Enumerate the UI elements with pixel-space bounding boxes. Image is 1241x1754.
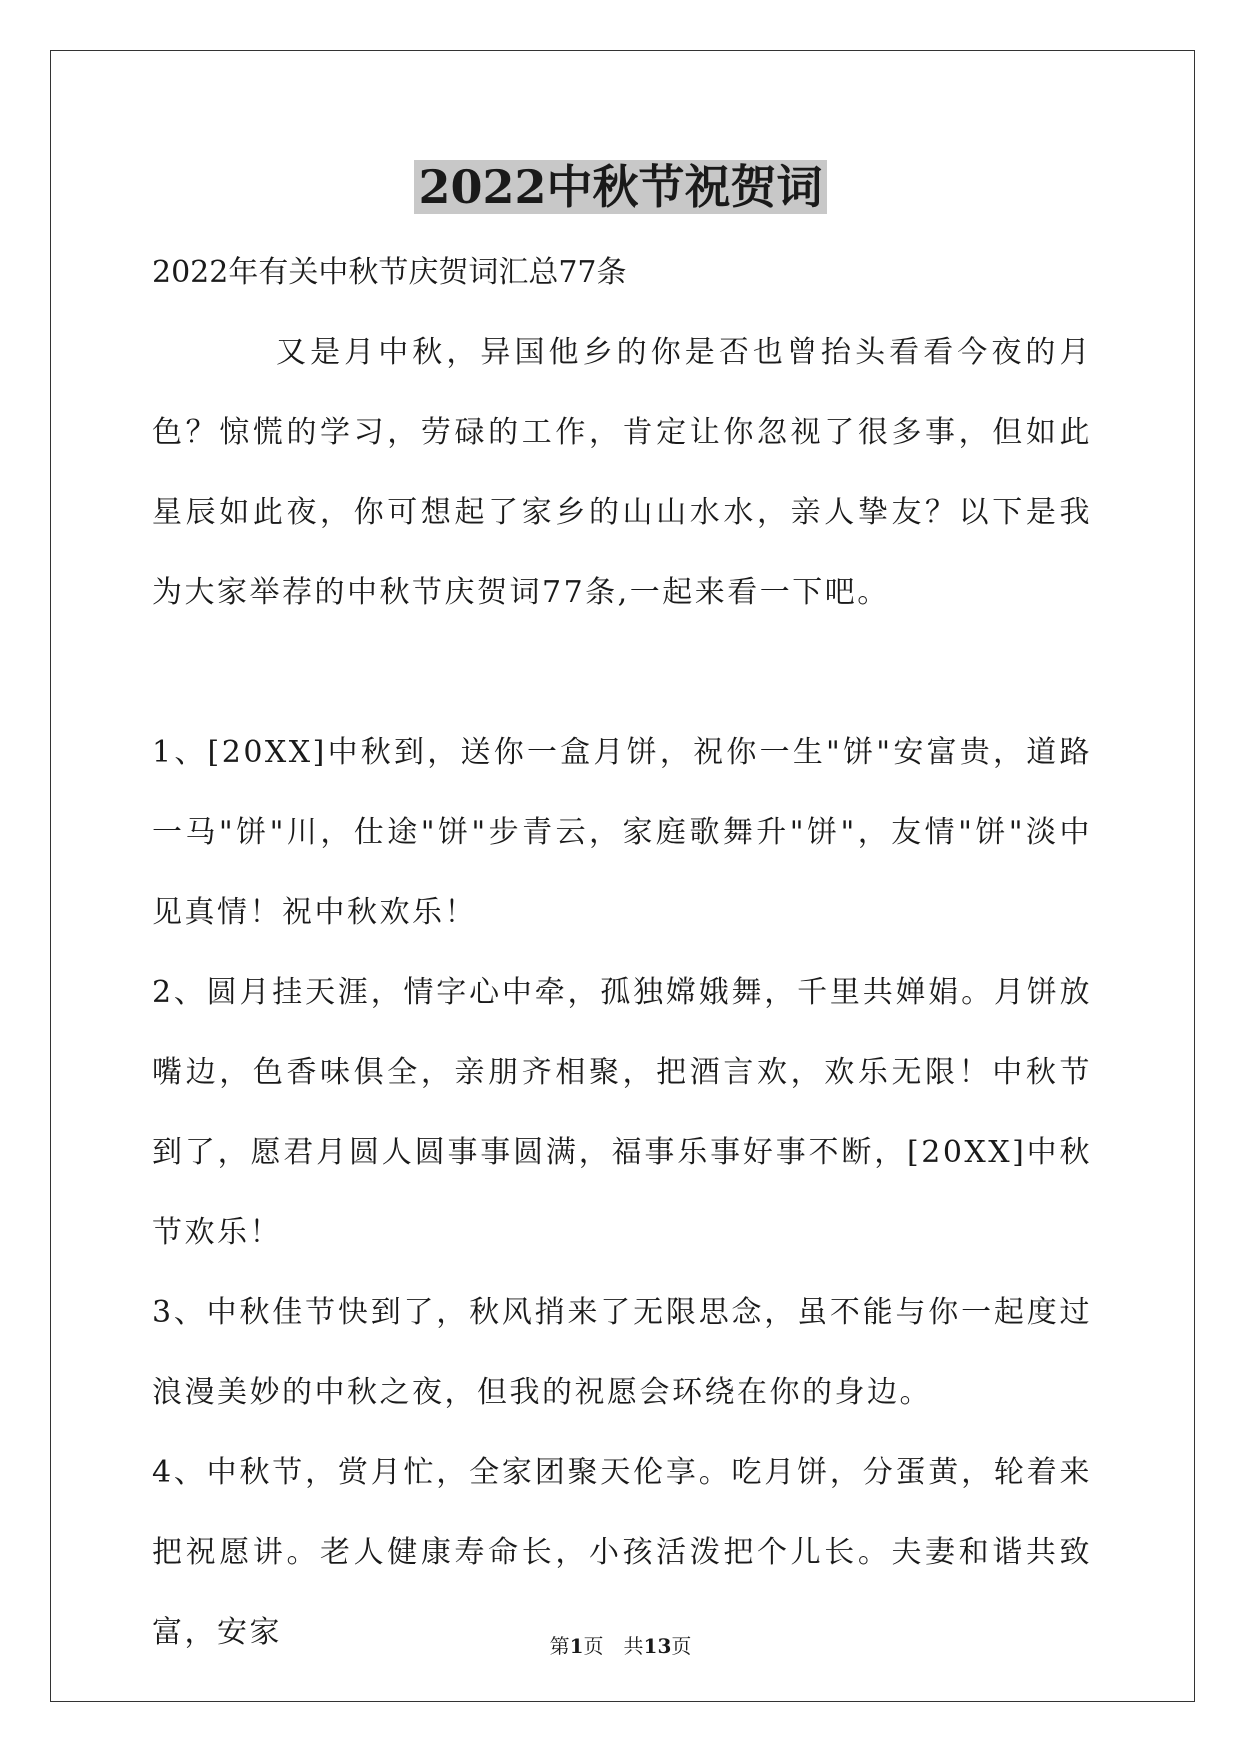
paragraph-spacer xyxy=(152,633,1092,713)
page-total: 13 xyxy=(643,1634,672,1658)
list-item-4: 4、中秋节，赏月忙，全家团聚天伦享。吃月饼，分蛋黄，轮着来把祝愿讲。老人健康寿命长，小孩活泼把个儿长。夫妻和谐共致富，安家 xyxy=(152,1455,1092,1650)
document-title xyxy=(0,155,1241,219)
page-mid: 页 共 xyxy=(583,1634,644,1658)
document-subtitle: 2022年有关中秋节庆贺词汇总77条 xyxy=(152,255,627,290)
intro-paragraph: 又是月中秋，异国他乡的你是否也曾抬头看看今夜的月色？惊慌的学习，劳碌的工作，肯定让你忽视了很多事，但如此星辰如此夜，你可想起了家乡的山山水水，亲人挚友？以下是我为大家举荐的中秋节庆贺词77条,一起来看一下吧。 xyxy=(152,335,1092,610)
page-prefix: 第 xyxy=(549,1634,570,1658)
list-item-1: 1、[20XX]中秋到，送你一盒月饼，祝你一生"饼"安富贵，道路一马"饼"川，仕途"饼"步青云，家庭歌舞升"饼"，友情"饼"淡中见真情！祝中秋欢乐！ xyxy=(152,735,1092,930)
document-body xyxy=(152,233,1092,1673)
page-suffix: 页 xyxy=(671,1634,692,1658)
list-item-3: 3、中秋佳节快到了，秋风捎来了无限思念，虽不能与你一起度过浪漫美妙的中秋之夜，但我的祝愿会环绕在你的身边。 xyxy=(152,1295,1092,1410)
list-item-2: 2、圆月挂天涯，情字心中牵，孤独嫦娥舞，千里共婵娟。月饼放嘴边，色香味俱全，亲朋齐相聚，把酒言欢，欢乐无限！中秋节到了，愿君月圆人圆事事圆满，福事乐事好事不断，[20XX]中秋节欢乐！ xyxy=(152,975,1092,1250)
page-current: 1 xyxy=(569,1634,584,1658)
page-footer xyxy=(0,1632,1241,1660)
document-title-text: 2022中秋节祝贺词 xyxy=(414,160,826,214)
